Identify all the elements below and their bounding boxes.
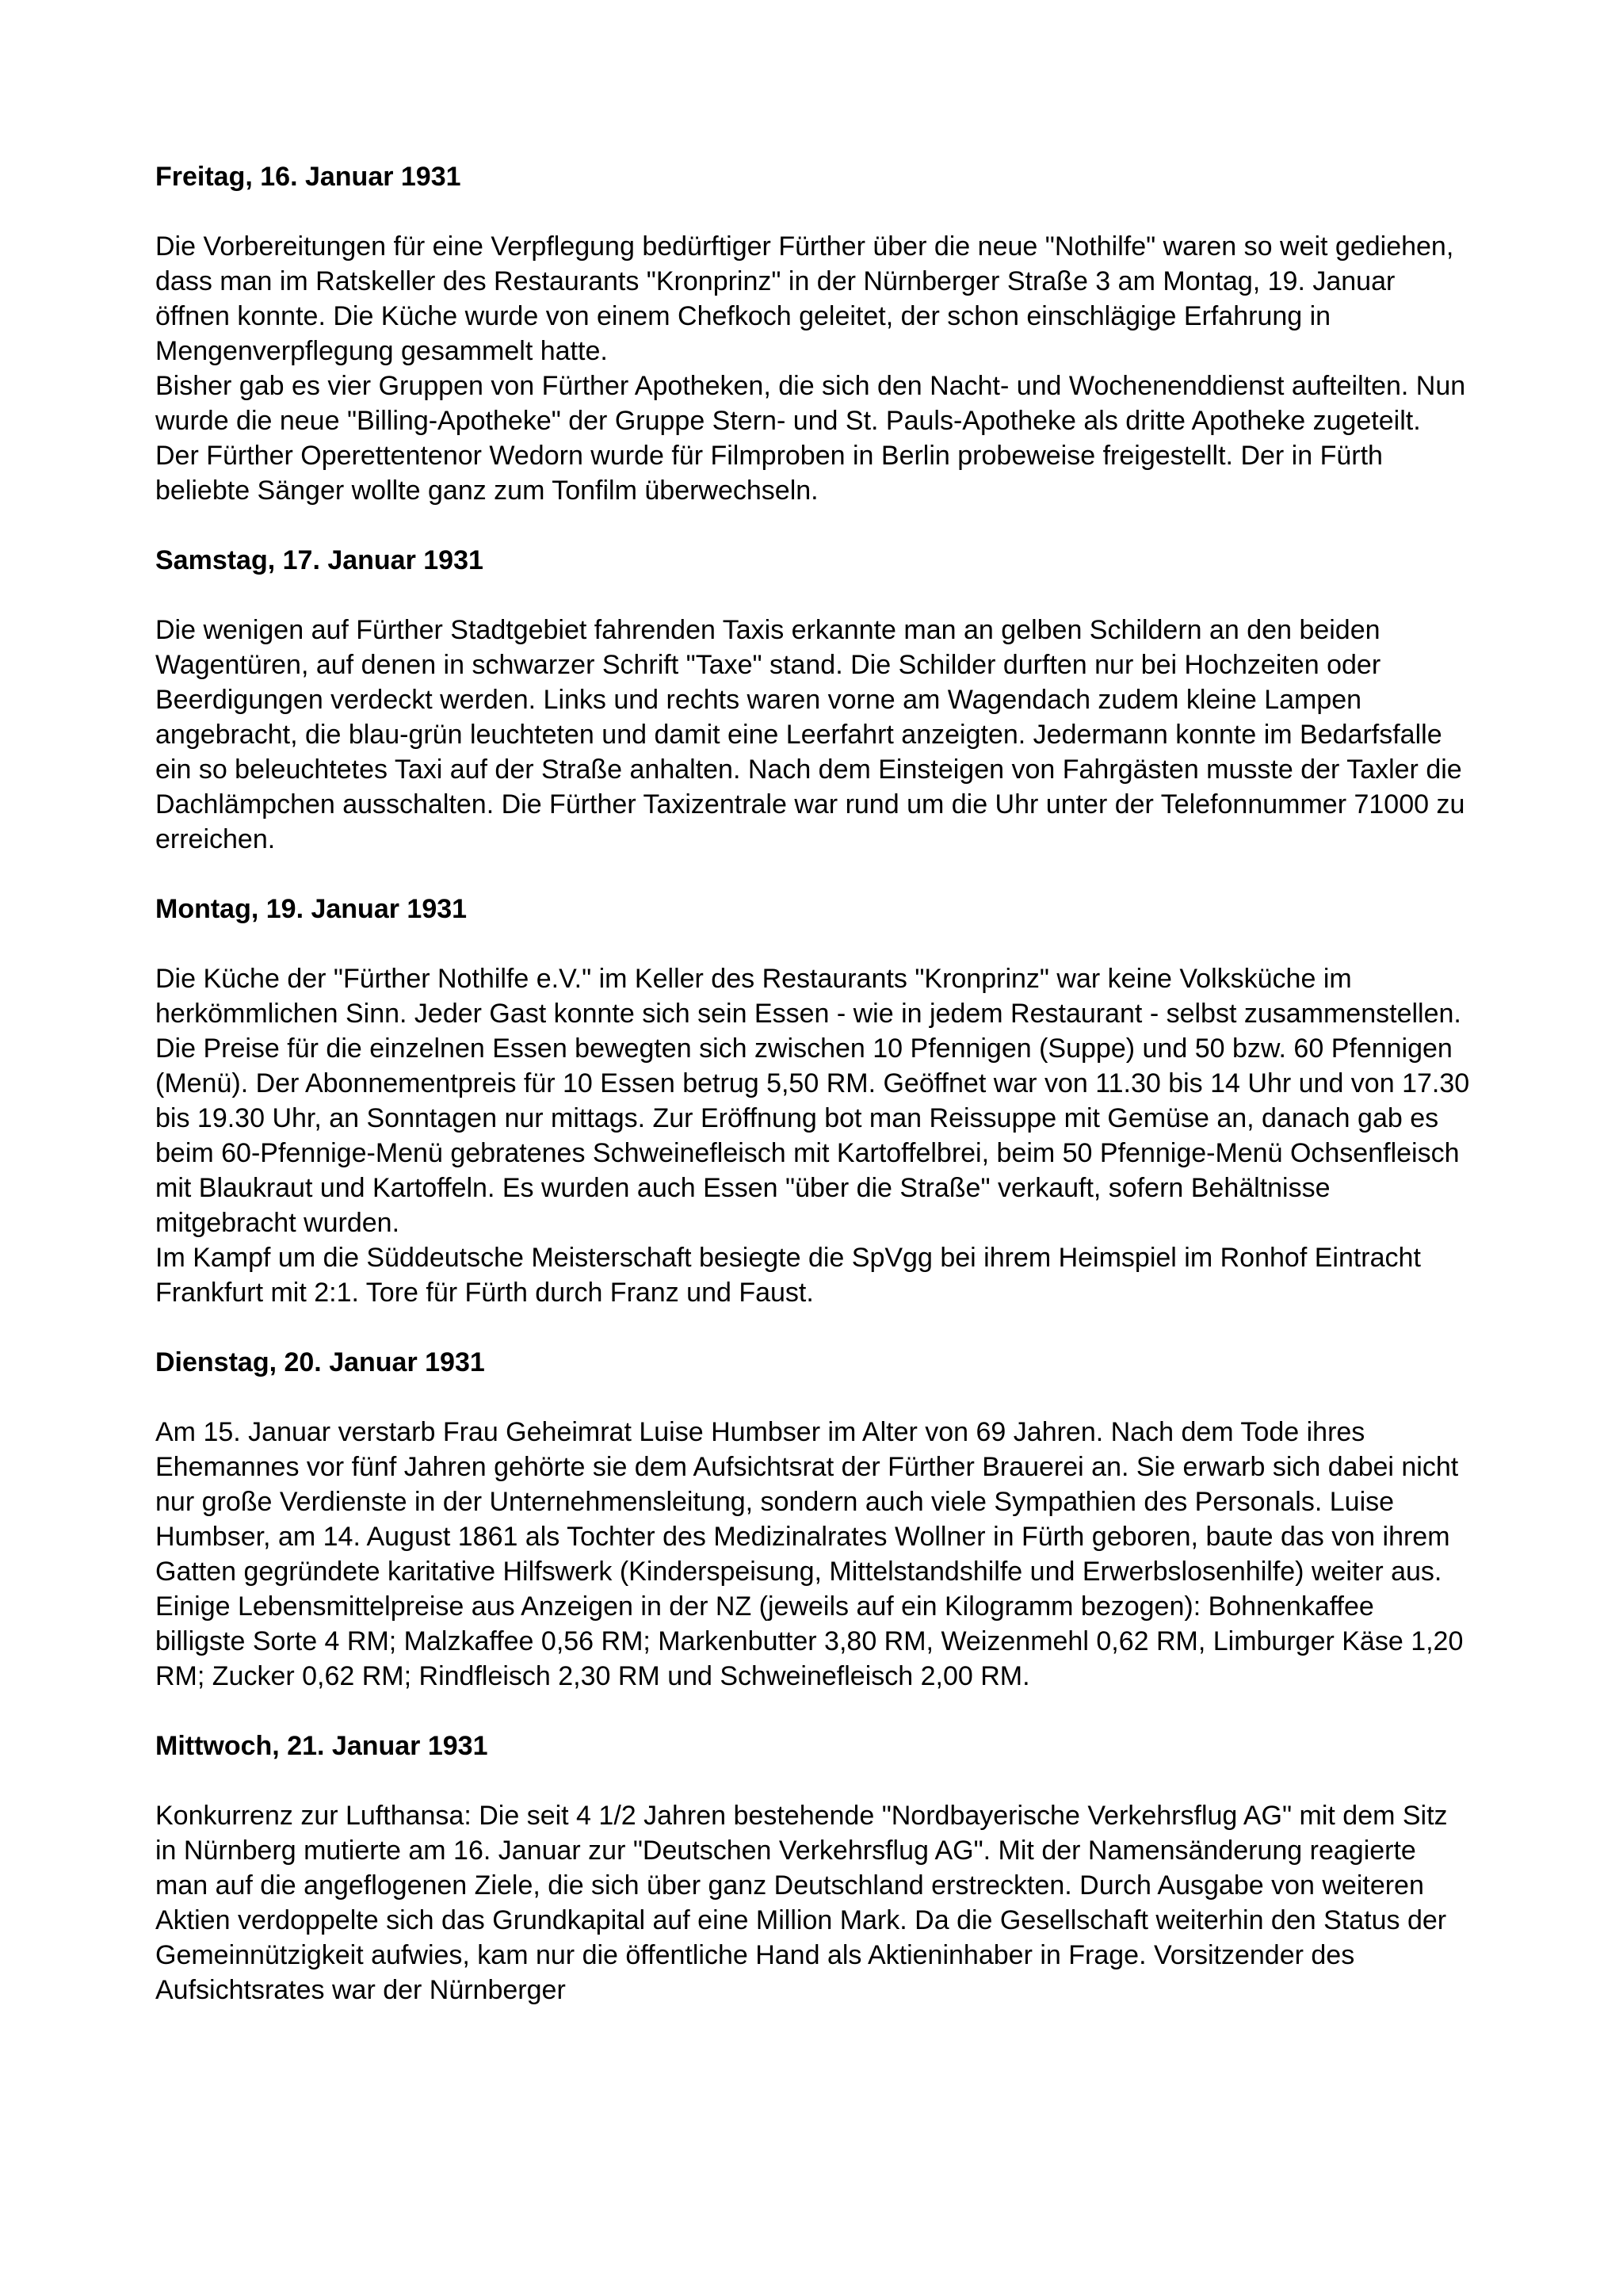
section-samstag-17-januar — [155, 543, 1471, 857]
section-freitag-16-januar — [155, 159, 1471, 508]
paragraph: Bisher gab es vier Gruppen von Fürther Apotheken, die sich den Nacht- und Wochenenddienst aufteilten. Nun wurde die neue "Billing-Apotheke" der Gruppe Stern- und St. Pauls-Apotheke als dritte Apotheke zugeteilt. — [155, 371, 1466, 436]
paragraph: Die wenigen auf Fürther Stadtgebiet fahrenden Taxis erkannte man an gelben Schildern an den beiden Wagentüren, auf denen in schwarzer Schrift "Taxe" stand. Die Schilder durften nur bei Hochzeiten oder Beerdigungen verdeckt werden. Links und rechts waren vorne am Wagendach zudem kleine Lampen angebracht, die blau-grün leuchteten und damit eine Leerfahrt anzeigten. Jedermann konnte im Bedarfsfalle ein so beleuchtetes Taxi auf der Straße anhalten. Nach dem Einsteigen von Fahrgästen musste der Taxler die Dachlämpchen ausschalten. Die Fürther Taxizentrale war rund um die Uhr unter der Telefonnummer 71000 zu erreichen. — [155, 615, 1465, 854]
section-heading: Dienstag, 20. Januar 1931 — [155, 1347, 485, 1377]
paragraph: Konkurrenz zur Lufthansa: Die seit 4 1/2 Jahren bestehende "Nordbayerische Verkehrsflug AG" mit dem Sitz in Nürnberg mutierte am 16. Januar zur "Deutschen Verkehrsflug AG". Mit der Namensänderung reagierte man auf die angeflogenen Ziele, die sich über ganz Deutschland erstreckten. Durch Ausgabe von weiteren Aktien verdoppelte sich das Grundkapital auf eine Million Mark. Da die Gesellschaft weiterhin den Status der Gemeinnützigkeit aufwies, kam nur die öffentliche Hand als Aktieninhaber in Frage. Vorsitzender des Aufsichtsrates war der Nürnberger — [155, 1801, 1448, 2005]
section-montag-19-januar — [155, 892, 1471, 1310]
chronicle-document — [155, 159, 1471, 2008]
section-heading: Freitag, 16. Januar 1931 — [155, 162, 461, 192]
section-heading: Mittwoch, 21. Januar 1931 — [155, 1731, 488, 1761]
section-dienstag-20-januar — [155, 1345, 1471, 1694]
paragraph: Einige Lebensmittelpreise aus Anzeigen in der NZ (jeweils auf ein Kilogramm bezogen): Bohnenkaffee billigste Sorte 4 RM; Malzkaffee 0,56 RM; Markenbutter 3,80 RM, Weizenmehl 0,62 RM, Limburger Käse 1,20 RM; Zucker 0,62 RM; Rindfleisch 2,30 RM und Schweinefleisch 2,00 RM. — [155, 1591, 1464, 1691]
paragraph: Die Vorbereitungen für eine Verpflegung bedürftiger Fürther über die neue "Nothilfe" waren so weit gediehen, dass man im Ratskeller des Restaurants "Kronprinz" in der Nürnberger Straße 3 am Montag, 19. Januar öffnen konnte. Die Küche wurde von einem Chefkoch geleitet, der schon einschlägige Erfahrung in Mengenverpflegung gesammelt hatte. — [155, 231, 1454, 366]
paragraph: Im Kampf um die Süddeutsche Meisterschaft besiegte die SpVgg bei ihrem Heimspiel im Ronhof Eintracht Frankfurt mit 2:1. Tore für Fürth durch Franz und Faust. — [155, 1243, 1421, 1308]
paragraph: Am 15. Januar verstarb Frau Geheimrat Luise Humbser im Alter von 69 Jahren. Nach dem Tode ihres Ehemannes vor fünf Jahren gehörte sie dem Aufsichtsrat der Fürther Brauerei an. Sie erwarb sich dabei nicht nur große Verdienste in der Unternehmensleitung, sondern auch viele Sympathien des Personals. Luise Humbser, am 14. August 1861 als Tochter des Medizinalrates Wollner in Fürth geboren, baute das von ihrem Gatten gegründete karitative Hilfswerk (Kinderspeisung, Mittelstandshilfe und Erwerbslosenhilfe) weiter aus. — [155, 1417, 1459, 1587]
section-heading: Samstag, 17. Januar 1931 — [155, 545, 483, 575]
paragraph: Der Fürther Operettentenor Wedorn wurde für Filmproben in Berlin probeweise freigestellt. Der in Fürth beliebte Sänger wollte ganz zum Tonfilm überwechseln. — [155, 441, 1383, 506]
section-mittwoch-21-januar — [155, 1729, 1471, 2008]
paragraph: Die Küche der "Fürther Nothilfe e.V." im Keller des Restaurants "Kronprinz" war keine Volksküche im herkömmlichen Sinn. Jeder Gast konnte sich sein Essen - wie in jedem Restaurant - selbst zusammenstellen. Die Preise für die einzelnen Essen bewegten sich zwischen 10 Pfennigen (Suppe) und 50 bzw. 60 Pfennigen (Menü). Der Abonnementpreis für 10 Essen betrug 5,50 RM. Geöffnet war von 11.30 bis 14 Uhr und von 17.30 bis 19.30 Uhr, an Sonntagen nur mittags. Zur Eröffnung bot man Reissuppe mit Gemüse an, danach gab es beim 60-Pfennige-Menü gebratenes Schweinefleisch mit Kartoffelbrei, beim 50 Pfennige-Menü Ochsenfleisch mit Blaukraut und Kartoffeln. Es wurden auch Essen "über die Straße" verkauft, sofern Behältnisse mitgebracht wurden. — [155, 964, 1470, 1238]
section-heading: Montag, 19. Januar 1931 — [155, 894, 468, 924]
